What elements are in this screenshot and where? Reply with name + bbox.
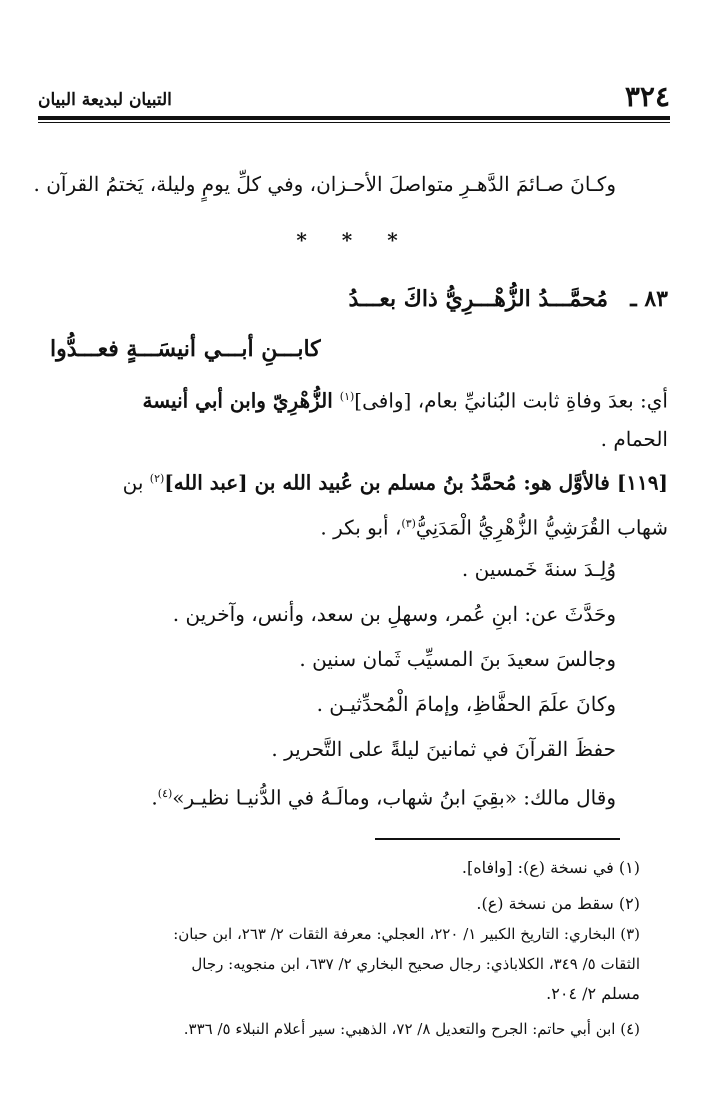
text-line: وكـانَ صـائمَ الدَّهـرِ متواصلَ الأحـزان، وفي كلِّ يومٍ وليلة، يَختمُ القرآن . [33, 172, 616, 196]
paragraph-line [123, 465, 668, 497]
paragraph-line: الحمام . [600, 427, 668, 451]
page-header [38, 82, 670, 126]
list-item: وُلِـدَ سنةَ خَمسين . [461, 557, 616, 581]
list-item-text: وقال مالك: «بقِيَ ابنُ شهاب، ومالَـهُ في الدُّنيـا نظيـر» [172, 785, 616, 810]
footnote-ref: (٣) [401, 517, 416, 530]
footnote: الثقات ٥/ ٣٤٩، الكلاباذي: رجال صحيح البخاري ٢/ ٦٣٧، ابن منجويه: رجال [191, 955, 640, 973]
paragraph-text: الزُّهْرِيّ وابن أبي أنيسة [142, 388, 340, 413]
footnote-ref: (٤) [157, 787, 173, 800]
section-separator: * * * [296, 228, 412, 252]
verse-hemistich-2: كابـــنِ أبـــي أنيسَـــةٍ فعـــدُّوا [50, 336, 321, 362]
paragraph-text: ، أبو بكر . [320, 515, 402, 540]
list-item: حفظَ القرآنَ في ثمانينَ ليلةً على التَّحرير . [271, 737, 616, 761]
footnote: (٤) ابن أبي حاتم: الجرح والتعديل ٨/ ٧٢، الذهبي: سير أعلام النبلاء ٥/ ٣٣٦. [183, 1020, 640, 1038]
verse-hemistich-1: مُحمَّـــدُ الزُّهْـــرِيُّ ذاكَ بعـــدُ [348, 286, 608, 312]
list-item: وجالسَ سعيدَ بنَ المسيِّب ثَمان سنين . [299, 647, 616, 671]
list-item-text: . [151, 785, 158, 810]
running-title: التبيان لبديعة البيان [38, 90, 172, 110]
header-rule-thick [38, 116, 670, 120]
header-rule-thin [38, 122, 670, 123]
paragraph-text: أي: بعدَ وفاةِ ثابت البُنانيِّ بعام، [وافى] [354, 388, 668, 413]
page-number: ٣٢٤ [624, 80, 670, 113]
paragraph-line [142, 383, 668, 415]
verse-number: ٨٣ ـ [630, 286, 668, 312]
list-item: وحَدَّثَ عن: ابنِ عُمر، وسهلِ بن سعد، وأنس، وآخرين . [172, 602, 616, 626]
paragraph-line [320, 510, 668, 542]
footnote-ref: (١) [339, 390, 355, 403]
footnote: (١) في نسخة (ع): [وافاه]. [461, 858, 640, 877]
footnote-rule [375, 838, 620, 840]
paragraph-text: شهاب القُرَشِيُّ الزُّهْرِيُّ الْمَدَنِيُّ [415, 515, 668, 540]
footnote: (٣) البخاري: التاريخ الكبير ١/ ٢٢٠، العجلي: معرفة الثقات ٢/ ٢٦٣، ابن حبان: [173, 925, 640, 943]
list-item: وكانَ علَمَ الحفَّاظِ، وإمامَ الْمُحدِّثيـن . [316, 692, 616, 716]
footnote-ref: (٢) [149, 472, 165, 485]
footnote: (٢) سقط من نسخة (ع). [476, 894, 640, 913]
list-item [151, 780, 616, 812]
paragraph-text: بن [122, 470, 150, 495]
footnote: مسلم ٢/ ٢٠٤. [546, 984, 640, 1003]
paragraph-text: [١١٩] فالأوَّل هو: مُحمَّدُ بنُ مسلم بن عُبيد الله بن [عبد الله] [164, 470, 668, 495]
